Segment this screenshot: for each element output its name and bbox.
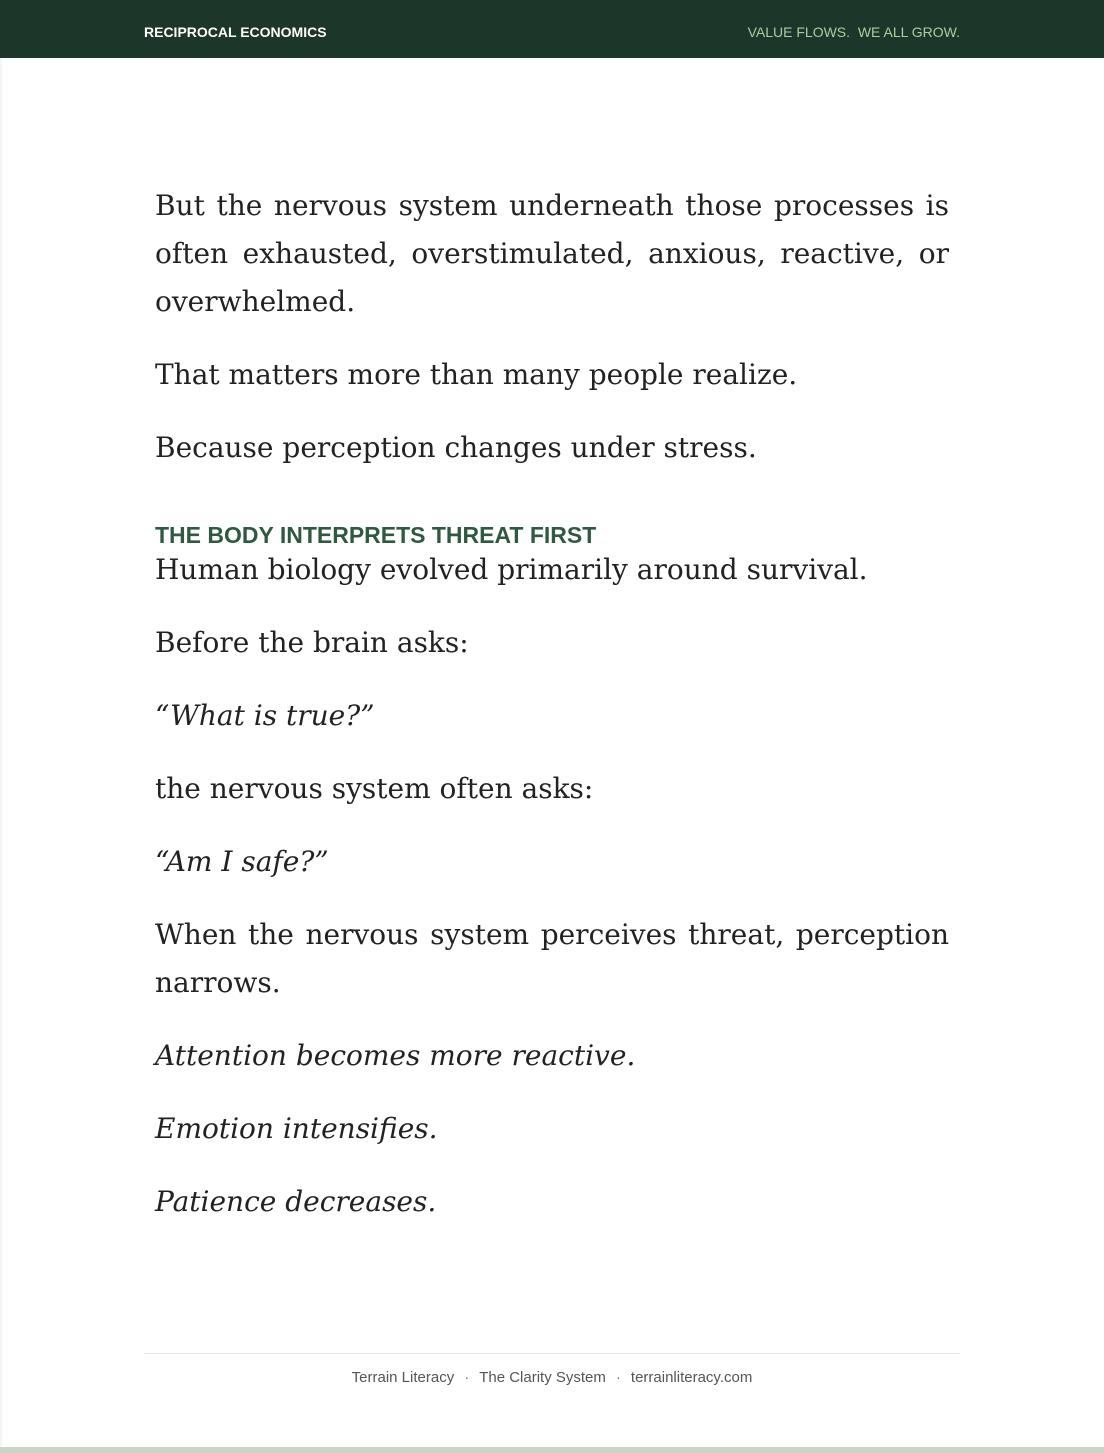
site-brand[interactable]: RECIPROCAL ECONOMICS <box>144 24 327 40</box>
quote-paragraph: “Am I safe?” <box>155 845 329 878</box>
footer-separator: · <box>464 1369 470 1386</box>
page-edge-shadow <box>0 58 3 1448</box>
paragraph: Human biology evolved primarily around survival. <box>155 553 868 586</box>
article-body <box>155 182 949 1251</box>
quote-paragraph: “What is true?” <box>155 699 375 732</box>
paragraph: the nervous system often asks: <box>155 772 594 805</box>
bottom-strip <box>0 1447 1104 1453</box>
footer-divider <box>144 1353 960 1354</box>
footer-separator: · <box>615 1369 621 1386</box>
paragraph: When the nervous system perceives threat, perception narrows. <box>155 918 949 999</box>
footer-link-clarity-system[interactable]: The Clarity System <box>479 1369 606 1386</box>
footer-link-terrain-literacy[interactable]: Terrain Literacy <box>351 1369 455 1386</box>
site-footer <box>144 1369 960 1386</box>
paragraph: Before the brain asks: <box>155 626 469 659</box>
emphasis-paragraph: Attention becomes more reactive. <box>155 1039 636 1072</box>
paragraph: That matters more than many people realize. <box>155 358 798 391</box>
emphasis-paragraph: Emotion intensifies. <box>155 1112 438 1145</box>
top-bar <box>0 0 1104 58</box>
paragraph: But the nervous system underneath those processes is often exhausted, overstimulated, anxious, reactive, or overwhelmed. <box>155 189 949 318</box>
section-heading: THE BODY INTERPRETS THREAT FIRST <box>155 522 597 548</box>
emphasis-paragraph: Patience decreases. <box>155 1185 437 1218</box>
site-tagline: VALUE FLOWS. WE ALL GROW. <box>747 24 960 40</box>
paragraph: Because perception changes under stress. <box>155 431 757 464</box>
footer-link-website[interactable]: terrainliteracy.com <box>630 1369 753 1386</box>
